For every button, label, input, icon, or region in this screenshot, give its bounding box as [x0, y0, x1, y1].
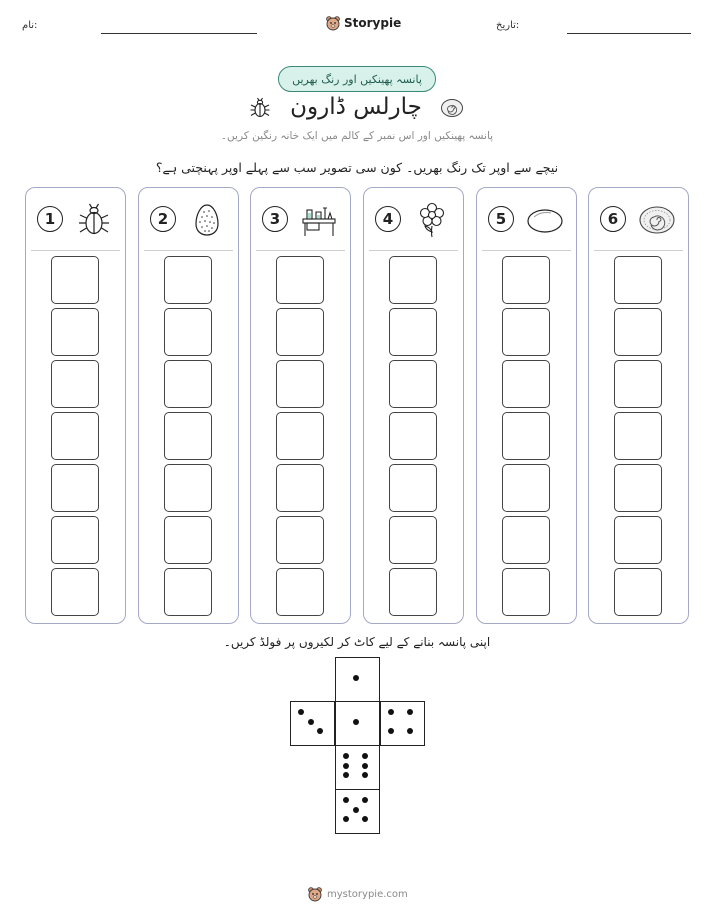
column-header: [372, 202, 457, 238]
color-box[interactable]: [51, 516, 99, 564]
column-divider: [144, 250, 233, 251]
die-pip: [343, 763, 349, 769]
die-pip: [353, 807, 359, 813]
color-box[interactable]: [276, 412, 324, 460]
color-box[interactable]: [51, 464, 99, 512]
die-pip: [362, 772, 368, 778]
subtitle: پانسہ پھینکیں اور اس نمبر کے کالم میں ایک خانہ رنگین کریں۔: [220, 130, 494, 142]
color-box[interactable]: [51, 360, 99, 408]
column-2: [138, 187, 239, 624]
column-number: 6: [600, 206, 626, 232]
die-pip: [343, 797, 349, 803]
color-box[interactable]: [164, 516, 212, 564]
column-number: 4: [375, 206, 401, 232]
color-box[interactable]: [164, 360, 212, 408]
color-box[interactable]: [389, 256, 437, 304]
die-pip: [362, 816, 368, 822]
die-pip: [308, 719, 314, 725]
color-box[interactable]: [164, 568, 212, 616]
color-box[interactable]: [614, 516, 662, 564]
column-5: [476, 187, 577, 624]
column-number: 3: [262, 206, 288, 232]
color-box[interactable]: [51, 256, 99, 304]
date-line[interactable]: [567, 33, 691, 34]
beetle-icon: [74, 202, 114, 238]
storypie-logo: [325, 13, 401, 33]
die-pip: [343, 772, 349, 778]
die-pip: [343, 816, 349, 822]
color-box[interactable]: [502, 412, 550, 460]
color-box[interactable]: [502, 464, 550, 512]
color-box[interactable]: [276, 256, 324, 304]
bear-mascot-icon: [325, 15, 341, 31]
die-pip: [362, 753, 368, 759]
date-label: تاریخ:: [496, 20, 520, 31]
page-title: چارلس ڈارون: [290, 94, 422, 120]
color-box[interactable]: [164, 256, 212, 304]
color-box[interactable]: [502, 256, 550, 304]
pebble-icon: [525, 202, 565, 238]
color-box[interactable]: [389, 464, 437, 512]
die-pip: [362, 797, 368, 803]
color-box[interactable]: [389, 360, 437, 408]
column-divider: [482, 250, 571, 251]
name-line[interactable]: [101, 33, 257, 34]
die-pip: [388, 728, 394, 734]
column-header: [259, 202, 344, 238]
color-box[interactable]: [502, 360, 550, 408]
color-box[interactable]: [276, 568, 324, 616]
column-divider: [369, 250, 458, 251]
fossil-icon: [440, 96, 464, 120]
die-pip: [407, 728, 413, 734]
color-box[interactable]: [614, 464, 662, 512]
color-box[interactable]: [502, 516, 550, 564]
column-number: 1: [37, 206, 63, 232]
egg-icon: [187, 202, 227, 238]
color-box[interactable]: [164, 308, 212, 356]
color-box[interactable]: [276, 360, 324, 408]
column-6: [588, 187, 689, 624]
column-divider: [256, 250, 345, 251]
column-number: 2: [150, 206, 176, 232]
name-label: نام:: [22, 20, 38, 31]
flower-icon: [412, 202, 452, 238]
color-box[interactable]: [614, 308, 662, 356]
color-box[interactable]: [502, 568, 550, 616]
die-pip: [343, 753, 349, 759]
color-box[interactable]: [164, 412, 212, 460]
beetle-icon: [248, 96, 272, 120]
die-face: [290, 701, 335, 746]
die-pip: [353, 719, 359, 725]
color-box[interactable]: [164, 464, 212, 512]
color-box[interactable]: [276, 516, 324, 564]
die-pip: [407, 709, 413, 715]
die-pip: [362, 763, 368, 769]
color-box[interactable]: [614, 256, 662, 304]
color-box[interactable]: [614, 568, 662, 616]
die-face: [335, 657, 380, 702]
column-divider: [31, 250, 120, 251]
color-box[interactable]: [614, 360, 662, 408]
color-box[interactable]: [389, 308, 437, 356]
color-box[interactable]: [614, 412, 662, 460]
color-box[interactable]: [51, 308, 99, 356]
column-1: [25, 187, 126, 624]
footer: [307, 884, 408, 904]
activity-tag: پانسہ پھینکیں اور رنگ بھریں: [278, 66, 436, 92]
die-face: [335, 789, 380, 834]
column-divider: [594, 250, 683, 251]
color-box[interactable]: [389, 516, 437, 564]
color-box[interactable]: [51, 568, 99, 616]
die-face: [335, 701, 380, 746]
column-header: [34, 202, 119, 238]
column-4: [363, 187, 464, 624]
color-box[interactable]: [389, 412, 437, 460]
column-header: [597, 202, 682, 238]
color-box[interactable]: [51, 412, 99, 460]
die-pip: [388, 709, 394, 715]
lab-desk-icon: [299, 202, 339, 238]
color-box[interactable]: [276, 464, 324, 512]
die-face: [335, 745, 380, 790]
color-box[interactable]: [389, 568, 437, 616]
bear-mascot-icon: [307, 886, 323, 902]
column-header: [485, 202, 570, 238]
cut-instruction: اپنی پانسہ بنانے کے لیے کاٹ کر لکیروں پر فولڈ کریں۔: [223, 635, 491, 649]
instruction: نیچے سے اوپر تک رنگ بھریں۔ کون سی تصویر سب سے پہلے اوپر پہنچتی ہے؟: [155, 160, 559, 175]
color-box[interactable]: [502, 308, 550, 356]
die-face: [380, 701, 425, 746]
title-row: [0, 94, 714, 124]
footer-url[interactable]: mystorypie.com: [327, 888, 408, 900]
brand-name: Storypie: [344, 16, 402, 30]
column-number: 5: [488, 206, 514, 232]
column-header: [147, 202, 232, 238]
column-3: [250, 187, 351, 624]
die-pip: [298, 709, 304, 715]
die-pip: [317, 728, 323, 734]
fossil-icon: [637, 202, 677, 238]
die-pip: [353, 675, 359, 681]
color-box[interactable]: [276, 308, 324, 356]
